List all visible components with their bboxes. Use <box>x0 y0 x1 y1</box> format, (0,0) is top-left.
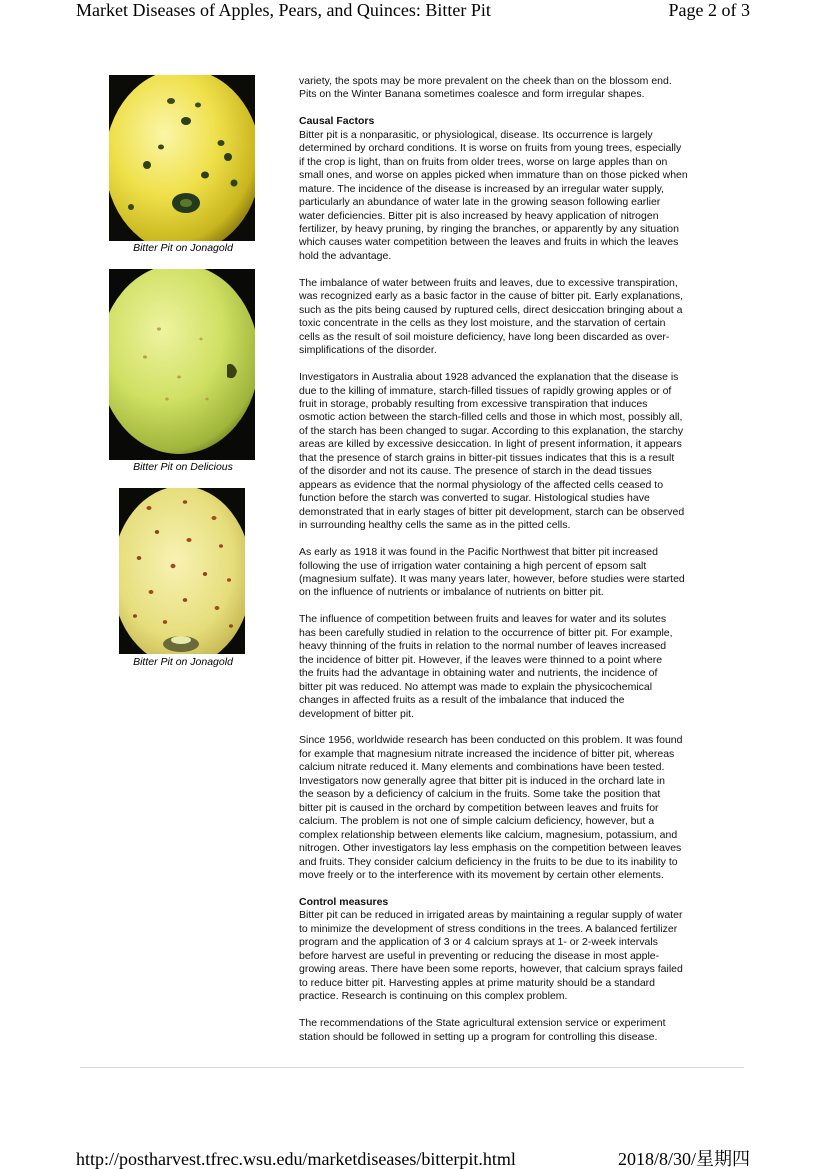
print-header-title: Market Diseases of Apples, Pears, and Quinces: Bitter Pit <box>76 0 491 20</box>
causal-paragraph: Since 1956, worldwide research has been conducted on this problem. It was found for example that magnesium nitrate increased the incidence of bitter pit, whereas calcium nitrate reduced it. Many elements and combinations have been tested. Investigators now generally agree that bitter pit is induced in the orchard late in the season by a deficiency of calcium in the fruits. Some take the position that bitter pit is caused in the orchard by competition between leaves and fruits for calcium. The problem is not one of simple calcium deficiency, however, but a complex relationship between elements like calcium, magnesium, potassium, and nitrogen. Other investigators lay less emphasis on the competition between leaves and fruits. They consider calcium deficiency in the fruits to be due to its inability to move freely or to the interference with its movement by certain other elements. <box>299 734 683 882</box>
apple-photo-jonagold-2 <box>119 488 245 654</box>
causal-paragraph: The imbalance of water between fruits and leaves, due to excessive transpiration, was recognized early as a basic factor in the cause of bitter pit. Early explanations, such as the pits being caused by ruptured cells, direct desiccation bringing about a toxic concentrate in the cells as they lost moisture, and the starvation of certain cells as the result of soil moisture deficiency, have long been discarded as over- simplifications of the disorder. <box>299 276 684 357</box>
figure-caption: Bitter Pit on Jonagold <box>133 242 233 254</box>
intro-paragraph: variety, the spots may be more prevalent on the cheek than on the blossom end. Pits on the Winter Banana sometimes coalesce and form irregular shapes. <box>299 75 672 101</box>
causal-factors-heading: Causal Factors <box>299 115 375 128</box>
causal-paragraph: Bitter pit is a nonparasitic, or physiological, disease. Its occurrence is largely determined by orchard conditions. It is worse on fruits from young trees, especially if the crop is light, than on fruits from older trees, worse on large apples than on small ones, and worse on apples picked when immature than on those picked when mature. The incidence of the disease is increased by an irregular water supply, particularly an abundance of water late in the growing season following earlier water deficiencies. Bitter pit is also increased by heavy application of nitrogen fertilizer, by heavy pruning, by ringing the branches, or apparently by any situation which causes water competition between the leaves and fruits in which the leaves hold the advantage. <box>299 128 688 262</box>
print-header-page-number: Page 2 of 3 <box>668 0 750 20</box>
causal-paragraph: The influence of competition between fruits and leaves for water and its solutes has been carefully studied in relation to the occurrence of bitter pit. For example, heavy thinning of the fruits in relation to the normal number of leaves increased the incidence of bitter pit. However, if the leaves were thinned to a point where the fruits had the advantage in obtaining water and nutrients, the incidence of bitter pit was reduced. No attempt was made to explain the physicochemical changes in affected fruits as a result of the imbalance that induced the development of bitter pit. <box>299 613 673 720</box>
causal-paragraph: As early as 1918 it was found in the Pacific Northwest that bitter pit increased following the use of irrigation water containing a high percent of epsom salt (magnesium sulfate). It was many years later, however, before studies were started on the influence of nutrients or imbalance of nutrients on bitter pit. <box>299 546 685 599</box>
horizontal-divider <box>80 1067 744 1068</box>
article-body <box>299 75 739 1058</box>
causal-paragraph: Investigators in Australia about 1928 advanced the explanation that the disease is due to the killing of immature, starch-filled tissues of rapidly growing apples or of fruit in storage, probably resulting from excessive transpiration that induces osmotic action between the starch-filled cells and those in which most, possibly all, of the starch has been changed to sugar. According to this explanation, the starchy areas are killed by excessive desiccation. In light of present information, it appears that the presence of starch grains in bitter-pit tissues indicates that this is a result of the disorder and not its cause. The presence of starch in the dead tissues appears as evidence that the normal physiology of the affected cells ceased to function before the starch was converted to sugar. Histological studies have demonstrated that in early stages of bitter pit development, starch can be observed in surrounding healthy cells the same as in the pitted cells. <box>299 371 685 532</box>
print-footer-date: 2018/8/30/星期四 <box>617 1149 750 1169</box>
apple-photo-delicious <box>109 269 255 460</box>
control-paragraph: The recommendations of the State agricultural extension service or experiment station should be followed in setting up a program for controlling this disease. <box>299 1017 666 1043</box>
control-paragraph: Bitter pit can be reduced in irrigated areas by maintaining a regular supply of water to minimize the development of stress conditions in the trees. A balanced fertilizer program and the application of 3 or 4 calcium sprays at 1- or 2-week intervals before harvest are useful in preventing or reducing the disease in most apple- growing areas. There have been some reports, however, that calcium sprays failed to reduce bitter pit. Harvesting apples at prime maturity should be a standard practice. Research is continuing on this complex problem. <box>299 909 683 1003</box>
figure-caption: Bitter Pit on Jonagold <box>133 656 233 668</box>
control-measures-heading: Control measures <box>299 895 389 908</box>
print-footer-url: http://postharvest.tfrec.wsu.edu/marketdiseases/bitterpit.html <box>76 1149 516 1169</box>
figure-caption: Bitter Pit on Delicious <box>133 461 233 473</box>
apple-photo-jonagold-1 <box>109 75 255 241</box>
